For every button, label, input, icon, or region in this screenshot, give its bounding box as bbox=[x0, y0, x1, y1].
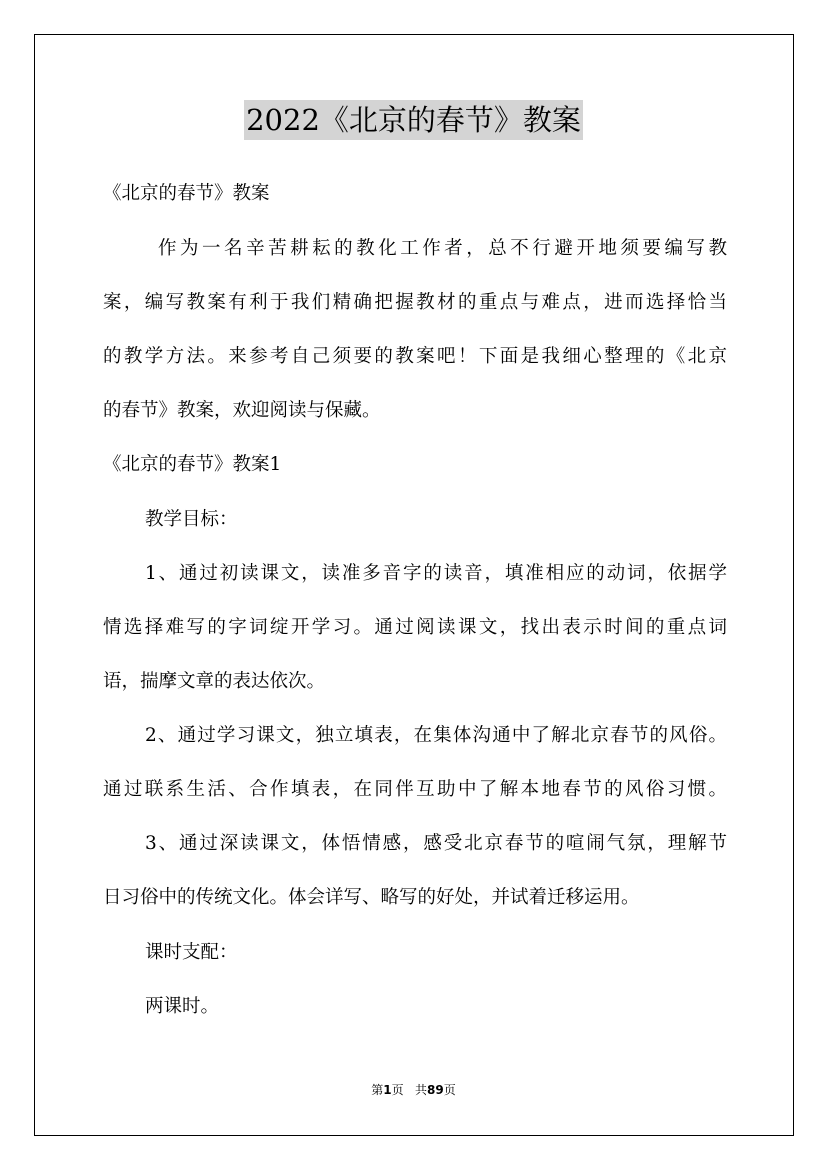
footer-mid: 页 共 bbox=[391, 1083, 428, 1097]
paragraph-line: 通过联系生活、合作填表，在同伴互助中了解本地春节的风俗习惯。 bbox=[103, 779, 727, 800]
paragraph-line: 2、通过学习课文，独立填表，在集体沟通中了解北京春节的风俗。 bbox=[145, 725, 727, 746]
subheading: 课时支配： bbox=[145, 942, 238, 963]
section-heading: 《北京的春节》教案1 bbox=[103, 454, 282, 475]
paragraph-line: 案，编写教案有利于我们精确把握教材的重点与难点，进而选择恰当 bbox=[103, 292, 727, 313]
document-title: 2022《北京的春节》教案 bbox=[244, 100, 583, 140]
paragraph-line: 日习俗中的传统文化。体会详写、略写的好处，并试着迁移运用。 bbox=[103, 887, 640, 908]
page-footer bbox=[0, 1082, 827, 1098]
subheading: 教学目标： bbox=[145, 509, 238, 530]
subtitle-line: 《北京的春节》教案 bbox=[103, 183, 270, 204]
paragraph-line: 语，揣摩文章的表达依次。 bbox=[103, 671, 326, 692]
paragraph-line: 的春节》教案，欢迎阅读与保藏。 bbox=[103, 400, 381, 421]
title-container bbox=[0, 100, 827, 140]
paragraph-line: 作为一名辛苦耕耘的教化工作者，总不行避开地须要编写教 bbox=[158, 238, 727, 259]
paragraph-line: 的教学方法。来参考自己须要的教案吧！下面是我细心整理的《北京 bbox=[103, 346, 727, 367]
page-total: 89 bbox=[427, 1083, 444, 1097]
footer-prefix: 第 bbox=[371, 1083, 384, 1097]
page-number: 1 bbox=[383, 1083, 392, 1097]
footer-suffix: 页 bbox=[443, 1083, 456, 1097]
paragraph-line: 3、通过深读课文，体悟情感，感受北京春节的喧闹气氛，理解节 bbox=[145, 833, 727, 854]
paragraph-line: 情选择难写的字词绽开学习。通过阅读课文，找出表示时间的重点词 bbox=[103, 617, 727, 638]
paragraph-line: 1、通过初读课文，读准多音字的读音，填准相应的动词，依据学 bbox=[145, 563, 727, 584]
paragraph-line: 两课时。 bbox=[145, 996, 220, 1017]
